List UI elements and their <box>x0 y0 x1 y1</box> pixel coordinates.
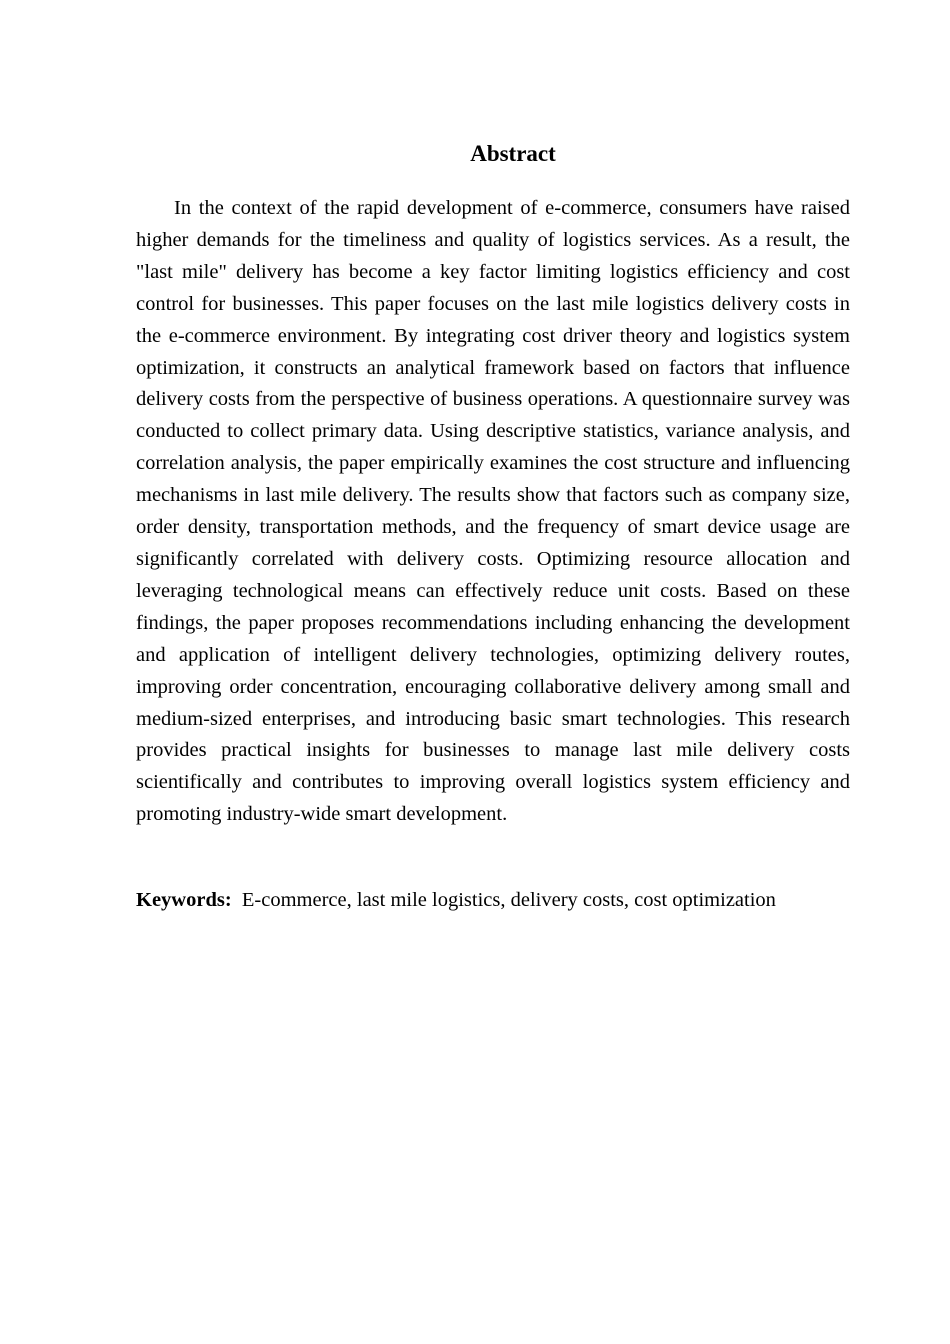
keywords-text: E-commerce, last mile logistics, delivery costs, cost optimization <box>241 889 776 911</box>
abstract-title: Abstract <box>470 141 556 166</box>
keywords-line <box>136 885 876 916</box>
keywords-label: Keywords: <box>136 889 232 911</box>
abstract-body: In the context of the rapid development of e-commerce, consumers have raised higher demands for the timeliness and quality of logistics services. As a result, the "last mile" delivery has become a key factor limiting logistics efficiency and cost control for businesses. This paper focuses on the last mile logistics delivery costs in the e-commerce environment. By integrating cost driver theory and logistics system optimization, it constructs an analytical framework based on factors that influence delivery costs from the perspective of business operations. A questionnaire survey was conducted to collect primary data. Using descriptive statistics, variance analysis, and correlation analysis, the paper empirically examines the cost structure and influencing mechanisms in last mile delivery. The results show that factors such as company size, order density, transportation methods, and the frequency of smart device usage are significantly correlated with delivery costs. Optimizing resource allocation and leveraging technological means can effectively reduce unit costs. Based on these findings, the paper proposes recommendations including enhancing the development and application of intelligent delivery technologies, optimizing delivery routes, improving order concentration, encouraging collaborative delivery among small and medium-sized enterprises, and introducing basic smart technologies. This research provides practical insights for businesses to manage last mile delivery costs scientifically and contributes to improving overall logistics system efficiency and promoting industry-wide smart development. <box>136 197 850 826</box>
